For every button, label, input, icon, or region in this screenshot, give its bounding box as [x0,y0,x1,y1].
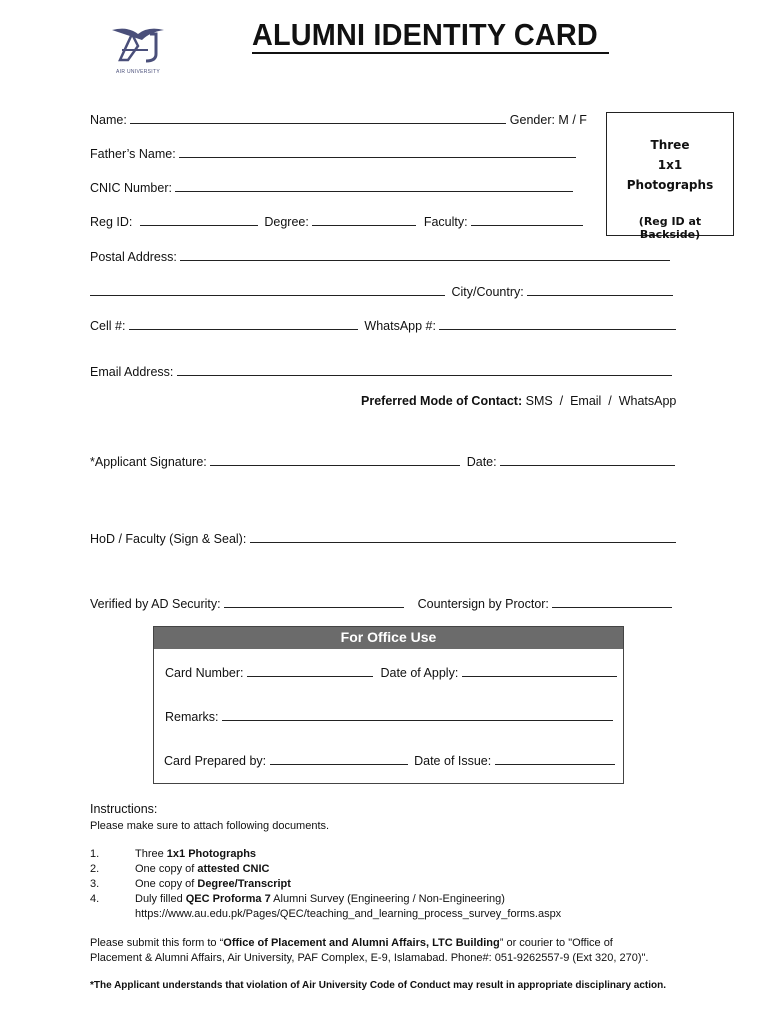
verified-label: Verified by AD Security: [90,597,221,611]
list-item [90,878,291,890]
list-item-text: Three [135,848,167,860]
logo-emblem-icon [108,24,168,64]
photo-line-1: Three [650,138,690,152]
cnic-row [90,180,573,195]
name-row [90,112,587,127]
air-university-logo [108,24,168,75]
cell-label: Cell #: [90,319,126,333]
postal-row [90,249,670,264]
degree-field[interactable] [312,214,416,226]
list-item-bold: attested CNIC [197,863,270,875]
list-item-number: 4. [90,893,100,905]
list-item-bold: 1x1 Photographs [166,848,257,860]
list-item-text: Duly filled [135,893,186,905]
photo-box [606,112,734,241]
contact-row [90,318,676,333]
card-number-label: Card Number: [165,666,244,680]
reg-id-label: Reg ID: [90,215,133,229]
preferred-contact-row [361,394,676,408]
email-field[interactable] [177,364,672,376]
name-field[interactable] [130,112,506,124]
verification-row [90,596,672,611]
postal-field-line-2[interactable] [90,284,445,296]
city-field[interactable] [527,284,673,296]
signature-label: *Applicant Signature: [90,455,207,469]
reg-row [90,214,583,229]
survey-url-link[interactable]: https://www.au.edu.pk/Pages/QEC/teaching_and_learning_process_survey_forms.aspx [135,908,562,920]
verified-field[interactable] [224,596,404,608]
list-item-number: 3. [90,878,100,890]
signature-row [90,454,675,469]
list-item-bold: Degree/Transcript [197,878,291,890]
postal-label: Postal Address: [90,250,177,264]
hod-field[interactable] [250,531,676,543]
photo-note: (Reg ID at Backside) [638,215,702,241]
title-underline [252,52,609,54]
countersign-label: Countersign by Proctor: [417,597,549,611]
cell-field[interactable] [129,318,358,330]
page-title: ALUMNI IDENTITY CARD [252,17,598,52]
submit-line-1 [90,937,613,949]
date-label: Date: [466,455,497,469]
faculty-label: Faculty: [423,215,468,229]
list-item-text: One copy of [135,863,198,875]
preferred-contact-options[interactable]: SMS / Email / WhatsApp [525,394,677,408]
hod-label: HoD / Faculty (Sign & Seal): [90,532,247,546]
prepared-by-label: Card Prepared by: [164,754,267,768]
submit-office-name: Office of Placement and Alumni Affairs, LTC Building [223,937,500,949]
father-name-field[interactable] [179,146,576,158]
submit-text: Please submit this form to “ [90,937,224,949]
submit-text-post: ” or courier to "Office of [499,937,613,949]
disclaimer: *The Applicant understands that violation of Air University Code of Conduct may result in appropriate disciplinary action. [90,980,667,991]
date-of-apply-field[interactable] [462,665,617,677]
whatsapp-field[interactable] [439,318,676,330]
photo-line-2: 1x1 [657,158,683,172]
list-item [90,848,256,860]
list-item [90,893,505,905]
email-label: Email Address: [90,365,174,379]
prepared-by-field[interactable] [270,753,408,765]
instructions-intro: Please make sure to attach following documents. [90,820,330,832]
preferred-contact-label: Preferred Mode of Contact: [361,394,523,408]
instructions-heading: Instructions: [90,802,158,816]
postal-field[interactable] [180,249,670,261]
date-of-issue-field[interactable] [495,753,615,765]
reg-id-field[interactable] [140,214,258,226]
office-use-box [153,626,624,784]
email-row [90,364,672,379]
list-item-text-post: Alumni Survey (Engineering / Non-Engineering) [270,893,505,905]
signature-field[interactable] [210,454,460,466]
photo-line-3: Photographs [626,178,714,192]
faculty-field[interactable] [471,214,583,226]
city-label: City/Country: [451,285,524,299]
name-label: Name: [90,113,127,127]
prepared-row [164,753,615,768]
list-item [90,863,270,875]
card-number-field[interactable] [247,665,373,677]
cnic-field[interactable] [175,180,573,192]
list-item-text: One copy of [135,878,198,890]
father-name-row [90,146,576,161]
logo-caption: AIR UNIVERSITY [116,69,160,75]
cnic-label: CNIC Number: [90,181,172,195]
father-name-label: Father’s Name: [90,147,176,161]
remarks-field[interactable] [222,709,613,721]
list-item-number: 1. [90,848,100,860]
gender-label: Gender: M / F [509,113,587,127]
submit-line-2: Placement & Alumni Affairs, Air University, PAF Complex, E-9, Islamabad. Phone#: 051-9262557-9 (Ext 320, 270)". [90,952,649,964]
degree-label: Degree: [264,215,309,229]
whatsapp-label: WhatsApp #: [364,319,436,333]
remarks-row [165,709,613,724]
list-item-number: 2. [90,863,100,875]
hod-row [90,531,676,546]
date-field[interactable] [500,454,675,466]
city-row [90,284,673,299]
date-of-apply-label: Date of Apply: [380,666,459,680]
countersign-field[interactable] [552,596,672,608]
list-item-bold: QEC Proforma 7 [185,893,271,905]
remarks-label: Remarks: [165,710,219,724]
date-of-issue-label: Date of Issue: [414,754,492,768]
card-number-row [165,665,617,680]
office-use-heading: For Office Use [154,627,623,649]
